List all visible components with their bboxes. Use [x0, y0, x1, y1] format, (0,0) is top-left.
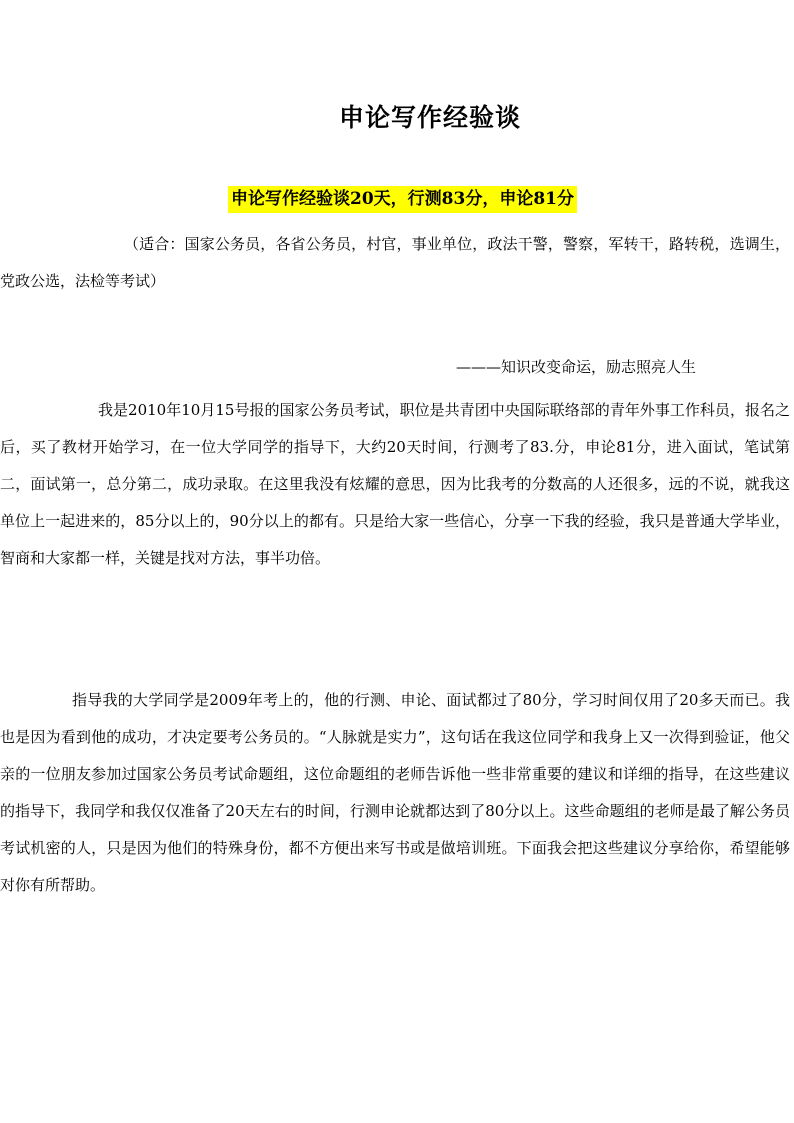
- document-title: 申论写作经验谈: [338, 103, 521, 132]
- applicability-note: （适合：国家公务员，各省公务员，村官，事业单位，政法干警，警察，军转干，路转税，选调生，党政公选，法检等考试）: [0, 235, 790, 290]
- paragraph-1: 我是2010年10月15号报的国家公务员考试，职位是共青团中央国际联络部的青年外事工作科员，报名之后，买了教材开始学习，在一位大学同学的指导下，大约20天时间，行测考了83.分，申论81分，进入面试，笔试第二，面试第一，总分第二，成功录取。在这里我没有炫耀的意思，因为比我考的分数高的人还很多，远的不说，就我这单位上一起进来的，85分以上的，90分以上的都有。只是给大家一些信心，分享一下我的经验，我只是普通大学毕业，智商和大家都一样，关键是找对方法，事半功倍。: [0, 401, 790, 567]
- highlighted-subtitle: 申论写作经验谈20天，行测83分，申论81分: [228, 186, 577, 213]
- paragraph-2: 指导我的大学同学是2009年考上的，他的行测、申论、面试都过了80分，学习时间仅用了20多天而已。我也是因为看到他的成功，才决定要考公务员的。“人脉就是实力”，这句话在我这位同学和我身上又一次得到验证，他父亲的一位朋友参加过国家公务员考试命题组，这位命题组的老师告诉他一些非常重要的建议和详细的指导，在这些建议的指导下，我同学和我仅仅准备了20天左右的时间，行测申论就都达到了80分以上。这些命题组的老师是最了解公务员考试机密的人，只是因为他们的特殊身份，都不方便出来写书或是做培训班。下面我会把这些建议分享给你，希望能够对你有所帮助。: [0, 691, 790, 894]
- motto-line: ———知识改变命运，励志照亮人生: [456, 358, 697, 376]
